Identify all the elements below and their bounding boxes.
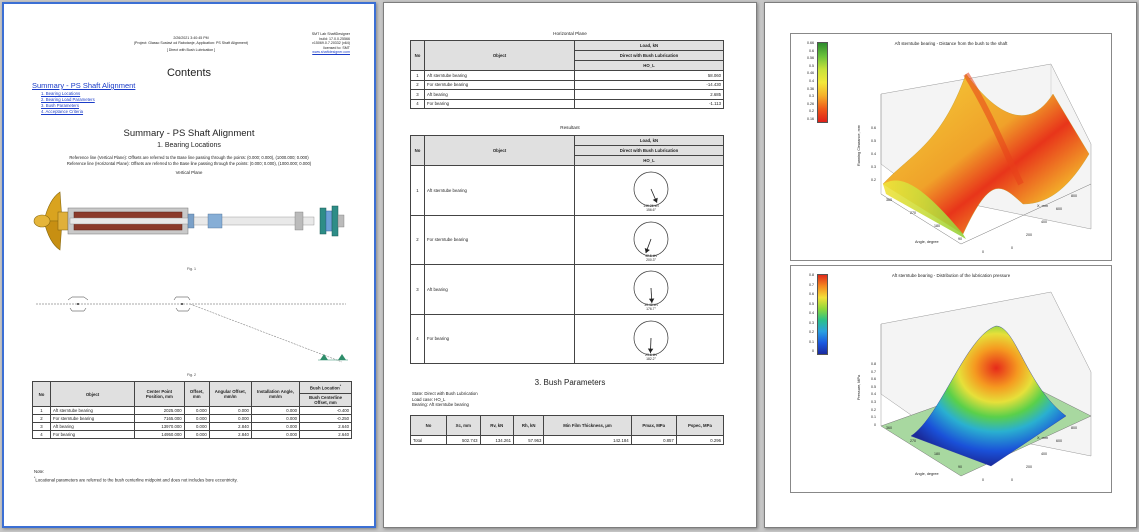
table-cell: 0.000: [251, 431, 299, 439]
load-value: 42.5 kN: [645, 253, 657, 258]
plot1-angle-label: Angle, degree: [915, 240, 939, 244]
angle-tick: 360: [886, 426, 892, 430]
h-col-load: Load, kN: [575, 41, 724, 51]
header-product: SMT Lab ShaftDesigner: [311, 32, 350, 36]
note: [34, 469, 238, 483]
toc-item-bearing-load[interactable]: 2. Bearing Load Parameters: [41, 97, 95, 102]
table-cell: 1: [411, 71, 425, 81]
colorbar-tick: 0.3: [809, 94, 814, 99]
header-website-link[interactable]: www.shaftdesigner.com: [312, 50, 350, 55]
col-installation-angle: Installation Angle, mm/m: [251, 382, 299, 407]
coupling-flange: [320, 208, 326, 234]
x-tick: 0: [1011, 246, 1013, 250]
col-object: Object: [51, 382, 135, 407]
b-col-no: No: [411, 416, 447, 436]
table-row: [33, 431, 352, 439]
r-col-object: Object: [425, 136, 575, 166]
plot2-title: Aft sterntube bearing - Distribution of the lubrication pressure: [891, 273, 1011, 278]
z-axis-tick: 0.6: [871, 377, 876, 382]
table-cell: 2.640: [300, 423, 352, 431]
colorbar-tick: 0.36: [807, 86, 814, 91]
table-cell: 0.000: [251, 407, 299, 415]
load-value-label: [631, 254, 671, 262]
z-axis-tick: 0.2: [871, 178, 876, 182]
r-col-sub: HO_L: [575, 156, 724, 166]
angle-tick: 180: [934, 452, 940, 456]
table-cell: 14950.000: [135, 431, 185, 439]
header-date: 2/26/2021 3:40:45 PM: [173, 36, 209, 40]
angle-tick: 270: [910, 211, 916, 215]
header-license: licensed to: SMT: [323, 45, 350, 50]
plot2-surface: [791, 266, 1113, 494]
z-axis-tick: 0.2: [871, 407, 876, 412]
load-direction-cell: [575, 314, 724, 364]
report-page-1[interactable]: [2, 2, 376, 528]
load-case-line: Load case: HO_L: [412, 396, 446, 402]
table-cell: 3: [411, 90, 425, 100]
horizontal-plane-caption: Horizontal Plane: [553, 31, 587, 36]
table-cell: Aft bearing: [425, 90, 575, 100]
load-direction-dial: [631, 169, 671, 209]
colorbar-tick: 0.6: [809, 48, 814, 53]
table-cell: 0.000: [184, 415, 209, 423]
report-header-left: [116, 36, 266, 53]
table-cell: For bearing: [425, 99, 575, 109]
propeller-hub: [34, 215, 50, 227]
bush-parameters-heading: 3. Bush Parameters: [534, 378, 606, 387]
col-bush-centerline-offset: Bush Centerline Offset, mm: [300, 394, 352, 407]
cell-xc: 502.743: [447, 436, 481, 445]
colorbar-tick: 0.1: [809, 339, 814, 344]
toc-summary-link[interactable]: Summary - PS Shaft Alignment: [32, 81, 136, 90]
load-angle: 176.7°: [646, 307, 656, 311]
colorbar-tick: 0.56: [807, 56, 814, 61]
table-cell: 0.000: [251, 423, 299, 431]
b-col-film: Min Film Thickness, μm: [544, 416, 631, 436]
table-cell: 4: [33, 431, 51, 439]
table-cell: 13970.000: [135, 423, 185, 431]
colorbar-tick: 0.8: [809, 273, 814, 277]
z-axis-tick: 0.5: [871, 384, 876, 389]
table-cell: -0.250: [300, 415, 352, 423]
load-value: 146.26 kN: [643, 204, 659, 208]
colorbar-tick: 0.3: [809, 320, 814, 325]
table-row: [411, 99, 724, 109]
z-axis-tick: 0.4: [871, 392, 876, 397]
cell-pmax: 0.857: [631, 436, 676, 445]
h-col-object: Object: [425, 41, 575, 71]
table-cell: -1.113: [575, 99, 724, 109]
h-col-case: Direct with Bush Lubrication: [575, 51, 724, 61]
toc-item-acceptance-criteria[interactable]: 4. Acceptance Criteria: [41, 109, 84, 114]
z-axis-tick: 0.1: [871, 415, 876, 420]
load-direction-cell: [575, 215, 724, 265]
colorbar-tick: 0: [812, 349, 814, 353]
table-cell: 2: [411, 215, 425, 265]
plot2-zlabel: Pressure, MPa: [857, 374, 861, 400]
header-version: v15069.0.7.20332 (x64): [312, 41, 350, 46]
table-cell: 2.840: [209, 423, 251, 431]
table-cell: 1: [33, 407, 51, 415]
x-tick: 600: [1056, 207, 1062, 211]
b-col-pspec: Pspec, MPa: [676, 416, 723, 436]
load-angle: 200.3°: [646, 257, 656, 262]
plot2-x-label: X, mm: [1037, 436, 1048, 440]
horizontal-loads-table: [410, 40, 724, 109]
colorbar-tick: 0.26: [807, 101, 814, 106]
z-axis-tick: 0: [874, 422, 876, 427]
table-row: [411, 80, 724, 90]
ref-line-vertical: Reference line (Vertical Plane): Offsets are referred to the Base line passing through the points: (0.000; 0.000), (1000.000; 0.000): [69, 155, 309, 160]
r-col-load: Load, kN: [575, 136, 724, 146]
table-cell: Aft sterntube bearing: [425, 166, 575, 216]
table-row: [33, 415, 352, 423]
x-tick: 400: [1041, 452, 1047, 456]
table-row: [411, 166, 724, 216]
table-cell: 2: [411, 80, 425, 90]
plot1-x-label: X, mm: [1037, 204, 1048, 208]
colorbar-tick: 0.7: [809, 282, 814, 287]
table-cell: Aft bearing: [51, 423, 135, 431]
col-center-point: Center Point Position, mm: [135, 382, 185, 407]
z-axis-tick: 0.5: [871, 139, 876, 143]
note-text: *Locational parameters are referred to the bush centerline midpoint and does not includes bore eccentricity.: [34, 476, 238, 483]
ref-line-horizontal: Reference line (Horizontal Plane): Offsets are referred to the Base line passing through the points: (0.000; 0.000), (1000.000; 0.000): [66, 161, 312, 166]
resultant-loads-table: [410, 135, 724, 364]
table-row: [411, 90, 724, 100]
col-angular-offset: Angular Offset, mm/m: [209, 382, 251, 407]
table-cell: 2.840: [209, 431, 251, 439]
cell-rv: 134.261: [480, 436, 514, 445]
table-cell: 3: [411, 265, 425, 315]
r-col-no: No: [411, 136, 425, 166]
x-tick: 800: [1071, 426, 1077, 430]
col-offset: Offset, mm: [184, 382, 209, 407]
toc-item-bearing-locations[interactable]: 1. Bearing Locations: [41, 91, 81, 96]
bearing-locations-heading: 1. Bearing Locations: [157, 142, 221, 149]
table-row: [33, 423, 352, 431]
contents-title: Contents: [166, 67, 212, 79]
table-cell: 3: [33, 423, 51, 431]
b-col-pmax: Pmax, MPa: [631, 416, 676, 436]
table-cell: Aft sterntube bearing: [51, 407, 135, 415]
bush-parameters-table: [410, 415, 724, 445]
load-value-label: [631, 303, 671, 311]
load-angle: 156.6°: [646, 208, 656, 212]
x-tick: 200: [1026, 233, 1032, 237]
z-axis-tick: 0.3: [871, 165, 876, 169]
load-direction-dial: [631, 219, 671, 259]
table-cell: 2.640: [300, 431, 352, 439]
load-value-label: [631, 353, 671, 361]
load-direction-cell: [575, 166, 724, 216]
z-axis-tick: 0.8: [871, 362, 876, 366]
colorbar-tick: 0.5: [809, 301, 814, 306]
colorbar-tick: 0.5: [809, 63, 814, 68]
z-axis-tick: 0.4: [871, 152, 876, 156]
load-direction-dial: [631, 318, 671, 358]
figure-2-caption: Fig. 2: [187, 373, 196, 377]
table-cell: For sterntube bearing: [51, 415, 135, 423]
table-cell: -14.430: [575, 80, 724, 90]
colorbar-tick: 0.2: [809, 330, 814, 334]
colorbar-tick: 0.66: [807, 41, 814, 45]
table-row: [411, 265, 724, 315]
table-cell: For bearing: [51, 431, 135, 439]
cell-rh: 57.963: [514, 436, 544, 445]
note-title: Note:: [34, 469, 45, 474]
b-col-rv: Rv, kN: [480, 416, 514, 436]
section-title: Summary - PS Shaft Alignment: [123, 128, 255, 139]
table-cell: 7165.000: [135, 415, 185, 423]
table-cell: 2: [33, 415, 51, 423]
table-cell: 0.000: [184, 423, 209, 431]
cell-total: Total: [411, 436, 447, 445]
report-page-3[interactable]: [764, 2, 1137, 528]
colorbar-tick: 0.46: [807, 71, 814, 76]
plot1-title: Aft sterntube bearing - Distance from the bush to the shaft: [894, 41, 1008, 46]
table-cell: For sterntube bearing: [425, 80, 575, 90]
bush-state-info: [412, 391, 478, 408]
colorbar-tick: 0.6: [809, 292, 814, 296]
x-tick: 800: [1071, 194, 1077, 198]
header-case: [ Direct with Bush Lubrication ]: [166, 48, 216, 53]
colorbar-tick: 0.4: [809, 311, 814, 315]
z-axis-tick: 0.7: [871, 369, 876, 374]
table-cell: -0.400: [300, 407, 352, 415]
table-row: [411, 71, 724, 81]
table-cell: 58.060: [575, 71, 724, 81]
angle-tick: 0: [982, 250, 984, 254]
angle-tick: 270: [910, 439, 916, 443]
z-axis-tick: 0.6: [871, 126, 876, 130]
table-row: [411, 215, 724, 265]
shaft-line-drawing: [30, 186, 350, 256]
header-build: build: 17.0.0.25566: [319, 36, 350, 41]
table-cell: For sterntube bearing: [425, 215, 575, 265]
load-angle: 182.2°: [646, 356, 656, 361]
plot1-zlabel: Running Clearance, mm: [857, 125, 861, 166]
report-page-2[interactable]: [383, 2, 757, 528]
colorbar-tick: 0.16: [807, 117, 814, 121]
report-header-right: [290, 32, 350, 55]
x-tick: 200: [1026, 465, 1032, 469]
resultant-caption: Resultant: [560, 125, 580, 130]
angle-tick: 0: [982, 478, 984, 482]
table-cell: 2.685: [575, 90, 724, 100]
table-cell: For bearing: [425, 314, 575, 364]
plot2-angle-label: Angle, degree: [915, 472, 939, 476]
table-cell: 2025.000: [135, 407, 185, 415]
bearing-line: Bearing: Aft sterntube bearing: [412, 402, 469, 408]
table-cell: 1: [411, 166, 425, 216]
colorbar-tick: 0.4: [809, 79, 814, 83]
state-line: State: Direct with Bush Lubrication: [412, 391, 478, 396]
load-value-label: [631, 204, 671, 212]
cell-film: 142.184: [544, 436, 631, 445]
pressure-surface-plot: [790, 265, 1112, 493]
angle-tick: 90: [958, 237, 962, 241]
b-col-xc: Xc, mm: [447, 416, 481, 436]
load-direction-dial: [631, 268, 671, 308]
angle-tick: 360: [886, 198, 892, 202]
load-direction-cell: [575, 265, 724, 315]
bearing-locations-table: [32, 381, 352, 439]
h-col-sub: HO_L: [575, 61, 724, 71]
toc-item-bush-parameters[interactable]: 3. Bush Parameters: [41, 103, 79, 108]
header-project: (Project: Glasso Sustavi od Rabotanje, Application: PS Shaft Alignment): [133, 40, 249, 45]
table-cell: 0.000: [209, 407, 251, 415]
col-bush-location: Bush Location*: [300, 382, 352, 394]
b-col-rh: Rh, kN: [514, 416, 544, 436]
x-tick: 0: [1011, 478, 1013, 482]
figure-1-caption: Fig. 1: [187, 267, 196, 271]
table-row: [411, 314, 724, 364]
table-cell: Aft bearing: [425, 265, 575, 315]
table-cell: Aft sterntube bearing: [425, 71, 575, 81]
table-row: [33, 407, 352, 415]
h-col-no: No: [411, 41, 425, 71]
clearance-surface-plot: [790, 33, 1112, 261]
angle-tick: 180: [934, 224, 940, 228]
angle-tick: 90: [958, 465, 962, 469]
vertical-plane-caption: Vertical Plane: [175, 170, 203, 175]
colorbar-tick: 0.2: [809, 109, 814, 114]
plot1-surface: [791, 34, 1113, 262]
table-row: [411, 436, 724, 445]
table-cell: 4: [411, 99, 425, 109]
x-tick: 400: [1041, 220, 1047, 224]
table-cell: 4: [411, 314, 425, 364]
table-cell: 0.000: [184, 431, 209, 439]
table-cell: 0.000: [251, 415, 299, 423]
col-no: No: [33, 382, 51, 407]
table-cell: 0.000: [184, 407, 209, 415]
x-tick: 600: [1056, 439, 1062, 443]
aft-bearing-block: [208, 214, 222, 228]
cell-pspec: 0.296: [676, 436, 723, 445]
load-value: 23.5 kN: [645, 352, 657, 357]
z-axis-tick: 0.3: [871, 400, 876, 404]
alignment-line-drawing: [30, 292, 350, 372]
load-value: 35.48 kN: [644, 303, 658, 307]
r-col-case: Direct with Bush Lubrication: [575, 146, 724, 156]
table-cell: 0.000: [209, 415, 251, 423]
